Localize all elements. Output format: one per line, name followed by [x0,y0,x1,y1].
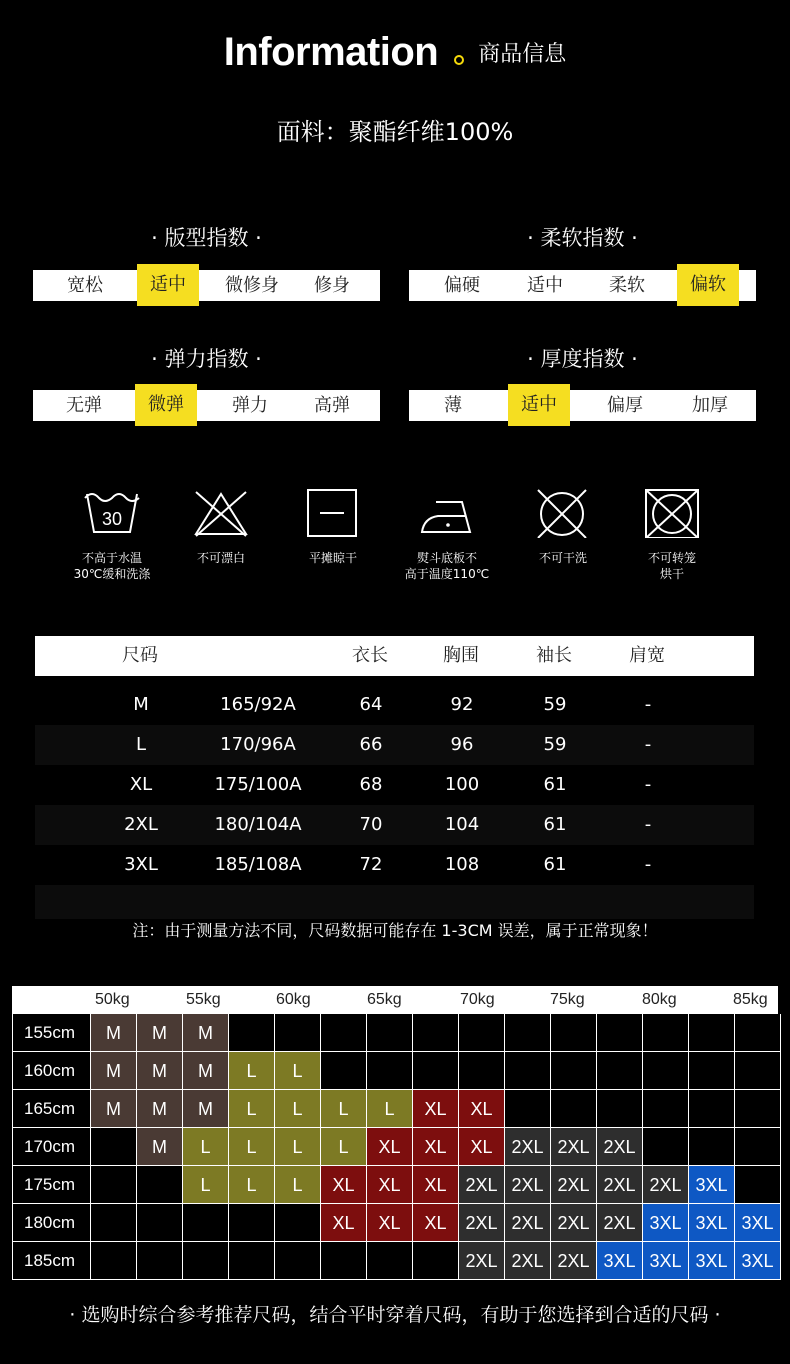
care-item-tumble-dry [617,488,727,582]
grid-cell: L [275,1090,321,1128]
wash-temperature: 30 [101,509,123,529]
care-item-bleach [166,488,276,566]
grid-cell [91,1128,137,1166]
softness-option-medium: 适中 [527,275,563,296]
grid-cell [643,1052,689,1090]
cell-shoulder: - [644,694,652,715]
stretch-index-bar [33,390,380,421]
fabric-info: 面料：聚酯纤维100% [276,118,514,146]
grid-cell: XL [413,1166,459,1204]
grid-cell [413,1242,459,1280]
softness-option-hard: 偏硬 [444,275,480,296]
grid-cell [367,1242,413,1280]
grid-cell: L [321,1090,367,1128]
grid-cell: L [229,1128,275,1166]
care-dry-clean-line1: 不可干洗 [538,551,587,565]
fit-index-title: · 版型指数 · [151,226,262,250]
cell-chest: 108 [444,854,480,875]
grid-cell [735,1128,781,1166]
grid-cell [91,1166,137,1204]
cell-shoulder: - [644,734,652,755]
header-length: 衣长 [352,645,388,666]
stretch-index-title: · 弹力指数 · [151,347,262,371]
cell-size: 3XL [124,854,158,875]
grid-cell: M [91,1052,137,1090]
cell-spec: 165/92A [220,694,296,715]
grid-cell: 3XL [689,1204,735,1242]
care-iron-line2: 高于温度110℃ [404,567,490,581]
thickness-index-title: · 厚度指数 · [527,347,638,371]
grid-cell: 2XL [551,1166,597,1204]
grid-cell: 2XL [597,1204,643,1242]
grid-cell: L [367,1090,413,1128]
grid-cell [689,1090,735,1128]
grid-cell [551,1052,597,1090]
grid-cell: XL [367,1204,413,1242]
weight-label: 65kg [367,991,402,1008]
table-row-empty [35,885,754,919]
grid-cell: 3XL [643,1242,689,1280]
weight-header [12,986,778,1014]
grid-cell: M [183,1014,229,1052]
grid-cell: 2XL [597,1166,643,1204]
grid-cell [551,1090,597,1128]
grid-cell [183,1242,229,1280]
thickness-option-thin: 薄 [444,395,462,416]
cell-length: 70 [359,814,383,835]
cell-spec: 175/100A [214,774,302,795]
grid-cell: XL [459,1128,505,1166]
grid-cell [229,1014,275,1052]
fit-option-loose: 宽松 [67,275,103,296]
stretch-option-slight: 微弹 [135,384,197,426]
grid-cell: L [183,1128,229,1166]
no-bleach-icon [192,488,250,538]
grid-cell [643,1090,689,1128]
grid-cell [321,1242,367,1280]
cell-sleeve: 61 [543,814,567,835]
cell-length: 64 [359,694,383,715]
grid-cell: 2XL [551,1204,597,1242]
grid-cell: M [183,1090,229,1128]
cell-chest: 96 [450,734,474,755]
weight-label: 80kg [642,991,677,1008]
care-item-flat-dry [278,488,388,566]
cell-sleeve: 61 [543,854,567,875]
cell-size: M [133,694,149,715]
header-shoulder: 肩宽 [629,645,665,666]
grid-cell [321,1014,367,1052]
fit-index-bar [33,270,380,301]
cell-size: 2XL [124,814,158,835]
grid-cell: 2XL [459,1166,505,1204]
care-flat-dry-line1: 平摊晾干 [308,551,357,565]
grid-cell [275,1242,321,1280]
stretch-option-none: 无弹 [66,395,102,416]
grid-cell [689,1052,735,1090]
cell-spec: 170/96A [220,734,296,755]
grid-cell [735,1166,781,1204]
care-wash-line1: 不高于水温 [81,551,142,565]
table-row [35,765,754,805]
grid-cell [367,1052,413,1090]
grid-cell [735,1014,781,1052]
softness-index-title: · 柔软指数 · [527,226,638,250]
grid-cell [367,1014,413,1052]
grid-cell [505,1014,551,1052]
grid-cell: L [229,1090,275,1128]
softness-option-softer: 偏软 [677,264,739,306]
fit-option-fitted: 修身 [314,275,350,296]
grid-cell: 3XL [735,1204,781,1242]
footer-tip: · 选购时综合参考推荐尺码，结合平时穿着尺码，有助于您选择到合适的尺码 · [69,1304,721,1326]
care-item-wash [57,488,167,582]
grid-cell: L [275,1128,321,1166]
grid-cell: XL [321,1166,367,1204]
grid-cell: L [229,1052,275,1090]
grid-cell [91,1204,137,1242]
grid-cell: XL [413,1090,459,1128]
thickness-option-extra-thick: 加厚 [692,395,728,416]
grid-row [13,1014,781,1052]
grid-cell [137,1242,183,1280]
grid-cell [689,1014,735,1052]
title-cn: 商品信息 [478,42,567,67]
grid-row [13,1204,781,1242]
grid-cell: XL [413,1128,459,1166]
table-row [35,845,754,885]
flat-dry-icon [304,488,362,538]
grid-cell [321,1052,367,1090]
iron-low-icon [418,488,476,538]
grid-row [13,1242,781,1280]
grid-cell: M [91,1090,137,1128]
grid-cell [597,1090,643,1128]
grid-cell [275,1014,321,1052]
grid-cell: L [321,1128,367,1166]
height-label: 185cm [13,1242,91,1280]
grid-row [13,1052,781,1090]
care-wash-line2: 30℃缓和洗涤 [73,567,151,581]
table-row [35,805,754,845]
care-bleach-line1: 不可漂白 [196,551,245,565]
grid-cell: 3XL [597,1242,643,1280]
grid-cell: XL [413,1204,459,1242]
grid-cell [183,1204,229,1242]
grid-cell [413,1052,459,1090]
grid-cell [137,1166,183,1204]
thickness-index-bar [409,390,756,421]
page-header [0,30,790,75]
care-tumble-line1: 不可转笼 [647,551,696,565]
header-size: 尺码 [122,645,158,666]
stretch-option-stretch: 弹力 [232,395,268,416]
grid-cell: 3XL [735,1242,781,1280]
grid-cell: 3XL [643,1204,689,1242]
care-tumble-line2: 烘干 [659,567,684,581]
fit-option-regular: 适中 [137,264,199,306]
grid-cell [91,1242,137,1280]
grid-cell [229,1204,275,1242]
cell-shoulder: - [644,814,652,835]
grid-cell [735,1052,781,1090]
height-label: 180cm [13,1204,91,1242]
grid-cell: 2XL [459,1242,505,1280]
cell-sleeve: 61 [543,774,567,795]
size-recommendation-grid [12,1014,781,1280]
grid-cell: 2XL [551,1242,597,1280]
fit-option-slim: 微修身 [225,275,279,296]
title-en: Information [223,30,439,74]
grid-cell [505,1052,551,1090]
grid-cell [689,1128,735,1166]
cell-shoulder: - [644,854,652,875]
grid-cell [597,1014,643,1052]
stretch-option-high: 高弹 [314,395,350,416]
grid-cell: L [275,1052,321,1090]
grid-cell: M [91,1014,137,1052]
thickness-option-thick: 偏厚 [607,395,643,416]
grid-cell: XL [321,1204,367,1242]
height-label: 155cm [13,1014,91,1052]
grid-cell [459,1052,505,1090]
grid-cell: M [137,1014,183,1052]
softness-index-bar [409,270,756,301]
grid-cell [275,1204,321,1242]
cell-size: L [135,734,147,755]
title-dot [454,55,464,65]
wash-30-icon [83,488,141,538]
height-label: 160cm [13,1052,91,1090]
cell-sleeve: 59 [543,694,567,715]
weight-label: 70kg [460,991,495,1008]
grid-cell: M [137,1128,183,1166]
grid-cell [551,1014,597,1052]
grid-cell: 2XL [505,1204,551,1242]
weight-label: 85kg [733,991,768,1008]
grid-row [13,1128,781,1166]
grid-cell: 2XL [551,1128,597,1166]
grid-cell: 2XL [459,1204,505,1242]
cell-chest: 100 [444,774,480,795]
grid-cell: 2XL [505,1166,551,1204]
care-iron-line1: 熨斗底板不 [416,551,477,565]
cell-spec: 180/104A [214,814,302,835]
cell-length: 68 [359,774,383,795]
grid-cell: 2XL [505,1128,551,1166]
weight-label: 50kg [95,991,130,1008]
grid-cell [735,1090,781,1128]
height-label: 165cm [13,1090,91,1128]
grid-cell [505,1090,551,1128]
grid-cell [597,1052,643,1090]
grid-cell: XL [367,1166,413,1204]
grid-cell: 3XL [689,1242,735,1280]
grid-cell: L [275,1166,321,1204]
grid-cell: L [183,1166,229,1204]
header-chest: 胸围 [443,645,479,666]
grid-cell: XL [459,1090,505,1128]
cell-chest: 104 [444,814,480,835]
cell-chest: 92 [450,694,474,715]
grid-cell: 2XL [643,1166,689,1204]
cell-size: XL [129,774,153,795]
grid-cell: 2XL [597,1128,643,1166]
grid-cell [643,1014,689,1052]
thickness-option-medium: 适中 [508,384,570,426]
no-tumble-dry-icon [643,488,701,538]
grid-row [13,1166,781,1204]
grid-cell [137,1204,183,1242]
table-row [35,685,754,725]
grid-row [13,1090,781,1128]
cell-spec: 185/108A [214,854,302,875]
cell-shoulder: - [644,774,652,795]
weight-label: 55kg [186,991,221,1008]
grid-cell: M [183,1052,229,1090]
header-sleeve: 袖长 [536,645,572,666]
grid-cell: M [137,1052,183,1090]
care-item-iron [392,488,502,582]
care-item-dry-clean [508,488,618,566]
no-dry-clean-icon [534,488,592,538]
grid-cell: M [137,1090,183,1128]
grid-cell [643,1128,689,1166]
grid-cell [459,1014,505,1052]
table-row [35,725,754,765]
grid-cell: 2XL [505,1242,551,1280]
weight-label: 60kg [276,991,311,1008]
grid-cell: 3XL [689,1166,735,1204]
height-label: 170cm [13,1128,91,1166]
grid-cell: XL [367,1128,413,1166]
weight-label: 75kg [550,991,585,1008]
height-label: 175cm [13,1166,91,1204]
softness-option-soft: 柔软 [609,275,645,296]
measurement-note: 注：由于测量方法不同，尺码数据可能存在 1-3CM 误差，属于正常现象！ [132,921,658,940]
cell-length: 66 [359,734,383,755]
cell-sleeve: 59 [543,734,567,755]
cell-length: 72 [359,854,383,875]
grid-cell [229,1242,275,1280]
grid-cell: L [229,1166,275,1204]
grid-cell [413,1014,459,1052]
size-table-header [35,636,754,676]
